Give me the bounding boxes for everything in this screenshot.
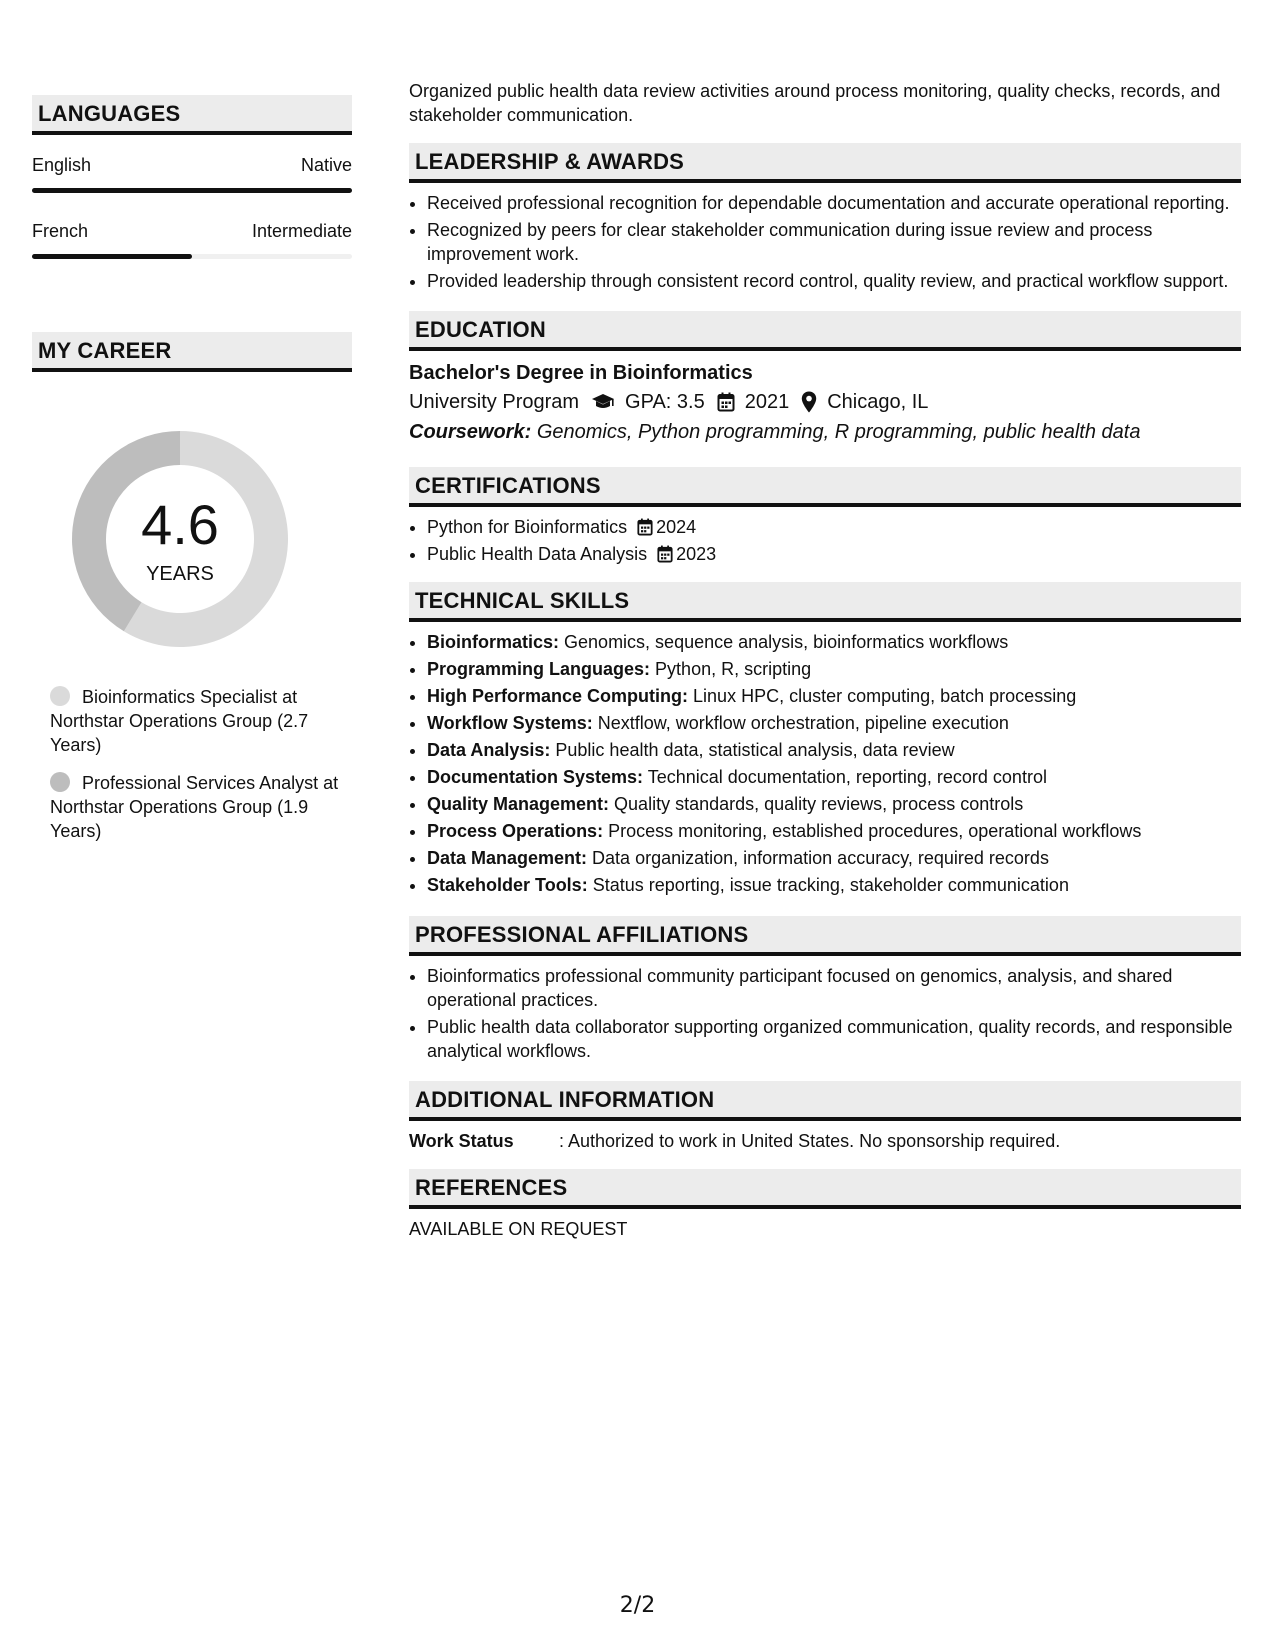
skill-item <box>427 819 1241 844</box>
career-legend-item <box>50 771 340 843</box>
donut-center <box>66 425 294 653</box>
certification-year: 2024 <box>656 517 697 537</box>
left-column <box>32 95 352 841</box>
language-name: English <box>32 155 92 175</box>
skills-section <box>409 582 1241 898</box>
additional-info-heading: ADDITIONAL INFORMATION <box>409 1081 1241 1121</box>
career-legend <box>50 685 340 857</box>
references-text: AVAILABLE ON REQUEST <box>409 1219 628 1239</box>
list-item: • Received professional recognition for dependable documentation and accurate operational reporting. <box>427 191 1241 215</box>
coursework-list: Genomics, Python programming, R programming, public health data <box>536 421 1141 443</box>
skill-item <box>427 684 1241 709</box>
skill-value: Process monitoring, established procedures, operational workflows <box>608 821 1142 841</box>
certifications-section <box>409 467 1241 566</box>
language-proficiency-fill <box>32 188 352 193</box>
references-section <box>409 1169 1241 1241</box>
career-total-years: 4.6 <box>141 493 219 556</box>
certifications-heading: CERTIFICATIONS <box>409 467 1241 507</box>
language-proficiency-fill <box>32 254 192 259</box>
school-location: Chicago, IL <box>827 391 929 413</box>
skills-heading: TECHNICAL SKILLS <box>409 582 1241 622</box>
location-pin-icon <box>801 391 817 413</box>
skill-value: Data organization, information accuracy, required records <box>592 848 1049 868</box>
skill-item <box>427 630 1241 655</box>
skill-label: Data Analysis: <box>427 740 551 760</box>
skill-value: Technical documentation, reporting, record control <box>647 767 1047 787</box>
skill-label: High Performance Computing: <box>427 686 689 706</box>
list-item: • Public health data collaborator supporting organized communication, quality records, and responsible analytical workflows. <box>427 1015 1241 1063</box>
language-item-english <box>32 155 352 193</box>
skill-item <box>427 765 1241 790</box>
legend-label: Bioinformatics Specialist at Northstar Operations Group (2.7 Years) <box>50 687 309 755</box>
degree-title: Bachelor's Degree in Bioinformatics <box>409 362 753 384</box>
skill-label: Programming Languages: <box>427 659 651 679</box>
list-item: • Provided leadership through consistent record control, quality review, and practical workflow support. <box>427 269 1241 293</box>
language-name: French <box>32 221 89 241</box>
skill-label: Process Operations: <box>427 821 604 841</box>
career-heading: MY CAREER <box>32 332 352 372</box>
education-section <box>409 311 1241 447</box>
affiliations-heading: PROFESSIONAL AFFILIATIONS <box>409 916 1241 956</box>
certification-item <box>427 542 1241 566</box>
language-level: Intermediate <box>251 221 352 241</box>
calendar-icon <box>637 518 653 536</box>
coursework <box>409 417 1241 447</box>
language-level: Native <box>300 155 352 175</box>
certification-item <box>427 515 1241 539</box>
page-number: 2/2 <box>619 1593 656 1618</box>
career-legend-item <box>50 685 340 757</box>
skill-item <box>427 738 1241 763</box>
certification-name: Public Health Data Analysis <box>427 544 648 564</box>
skill-label: Bioinformatics: <box>427 632 560 652</box>
skill-label: Data Management: <box>427 848 588 868</box>
gpa: GPA: 3.5 <box>625 391 705 413</box>
skill-item <box>427 792 1241 817</box>
calendar-icon <box>717 392 735 412</box>
school-name: University Program <box>409 391 580 413</box>
legend-label: Professional Services Analyst at Northstar Operations Group (1.9 Years) <box>50 773 339 841</box>
coursework-label: Coursework: <box>409 421 532 443</box>
skill-value: Python, R, scripting <box>655 659 812 679</box>
legend-dot <box>50 686 70 706</box>
certification-year: 2023 <box>676 544 717 564</box>
skill-label: Workflow Systems: <box>427 713 593 733</box>
additional-info-section <box>409 1081 1241 1153</box>
language-proficiency-bar <box>32 254 352 259</box>
language-proficiency-bar <box>32 188 352 193</box>
language-item-french <box>32 221 352 259</box>
education-heading: EDUCATION <box>409 311 1241 351</box>
languages-heading: LANGUAGES <box>32 95 352 135</box>
affiliations-section <box>409 916 1241 1063</box>
leadership-heading: LEADERSHIP & AWARDS <box>409 143 1241 183</box>
work-status-label: Work Status <box>409 1131 514 1151</box>
references-heading: REFERENCES <box>409 1169 1241 1209</box>
list-item: • Recognized by peers for clear stakeholder communication during issue review and process improvement work. <box>427 218 1241 266</box>
skill-value: Genomics, sequence analysis, bioinformatics workflows <box>564 632 1009 652</box>
leadership-section <box>409 143 1241 293</box>
skill-item <box>427 711 1241 736</box>
graduation-year: 2021 <box>744 391 790 413</box>
skill-value: Status reporting, issue tracking, stakeholder communication <box>592 875 1069 895</box>
skill-label: Documentation Systems: <box>427 767 644 787</box>
skill-value: Nextflow, workflow orchestration, pipeline execution <box>597 713 1009 733</box>
intro-summary: Organized public health data review activities around process monitoring, quality checks, records, and stakeholder communication. <box>409 81 1221 125</box>
education-meta <box>409 387 1241 417</box>
skill-label: Stakeholder Tools: <box>427 875 588 895</box>
skill-item <box>427 657 1241 682</box>
certification-name: Python for Bioinformatics <box>427 517 628 537</box>
list-item: • Bioinformatics professional community participant focused on genomics, analysis, and shared operational practices. <box>427 964 1241 1012</box>
career-total-unit: YEARS <box>146 563 214 585</box>
skill-label: Quality Management: <box>427 794 610 814</box>
skill-value: Public health data, statistical analysis, data review <box>555 740 955 760</box>
skill-item <box>427 846 1241 871</box>
skill-value: Linux HPC, cluster computing, batch processing <box>693 686 1077 706</box>
legend-dot <box>50 772 70 792</box>
work-status-value: : Authorized to work in United States. No sponsorship required. <box>559 1131 1061 1151</box>
career-donut-chart <box>66 425 294 653</box>
skill-item <box>427 873 1241 898</box>
right-column <box>409 79 1241 1255</box>
calendar-icon <box>657 545 673 563</box>
skill-value: Quality standards, quality reviews, process controls <box>614 794 1024 814</box>
graduation-cap-icon <box>591 393 615 411</box>
